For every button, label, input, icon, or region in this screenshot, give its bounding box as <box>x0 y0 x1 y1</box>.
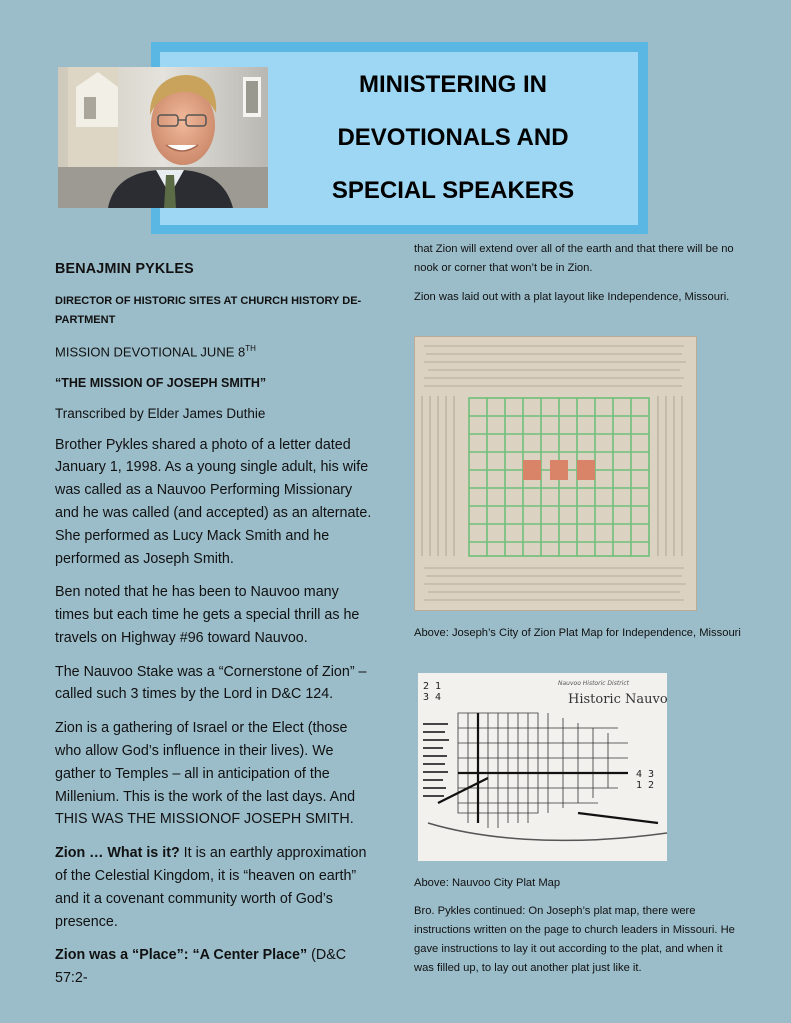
devotional-text: MISSION DEVOTIONAL JUNE 8 <box>55 344 246 360</box>
paragraph: The Nauvoo Stake was a “Cornerstone of Zion” – called such 3 times by the Lord in D&C 124. <box>55 663 367 703</box>
date-suffix: TH <box>245 343 256 353</box>
lead-in: Zion … What is it? <box>55 845 180 862</box>
paragraph <box>55 842 375 933</box>
map-title: Historic Nauvoo <box>568 692 667 707</box>
devotional-date <box>55 338 375 364</box>
page-title <box>268 58 638 217</box>
paragraph: Zion was laid out with a plat layout like Independence, Missouri. <box>414 291 730 303</box>
paragraph: Brother Pykles shared a photo of a letter dated January 1, 1998. As a young single adult, his wife was called as a Nauvoo Performing Missionary and he was called (and accepted) as an alternate. She performed as Lucy Mack Smith and he performed as Joseph Smith. <box>55 436 372 567</box>
title-line-3: SPECIAL SPEAKERS <box>331 177 575 204</box>
paragraph <box>55 944 375 990</box>
lead-in: Zion was a “Place”: “A Center Place” <box>55 947 308 964</box>
title-line-2: DEVOTIONALS AND <box>337 124 569 151</box>
map-handwritten-note: Nauvoo Historic District <box>558 680 629 687</box>
left-column <box>55 258 375 1001</box>
paragraph: Ben noted that he has been to Nauvoo many times but each time he gets a special thrill as he travels on Highway #96 toward Nauvoo. <box>55 584 360 646</box>
closing-paragraph: Bro. Pykles continued: On Joseph’s plat map, there were instructions written on the page to church leaders in Missouri. He gave instructions to lay it out according to the plat, and when it was filled up, to lay out another plat just like it. <box>414 905 735 974</box>
speaker-name: BENAJMIN PYKLES <box>55 261 194 277</box>
nauvoo-map-caption: Above: Nauvoo City Plat Map <box>414 877 561 889</box>
map-corner-top-left: 2 1 <box>423 681 442 692</box>
paragraph-text: It is an earthly approximation of the Celestial Kingdom, it is “heaven on earth” and it a covenant community worth of God’s presence. <box>55 845 367 930</box>
map-corner-top-right: 4 3 <box>636 769 655 780</box>
speaker-role: DIRECTOR OF HISTORIC SITES AT CHURCH HISTORY DE-PARTMENT <box>55 294 362 326</box>
speaker-portrait <box>58 67 268 208</box>
talk-title: “THE MISSION OF JOSEPH SMITH” <box>55 375 267 390</box>
map-corner-bottom-right: 1 2 <box>636 780 655 791</box>
zion-plat-map-image <box>414 336 697 611</box>
paragraph-text: (D&C 57:2- <box>55 947 347 987</box>
nauvoo-plat-map-image <box>418 673 667 861</box>
zion-map-caption: Above: Joseph’s City of Zion Plat Map for Independence, Missouri <box>414 627 741 639</box>
paragraph: that Zion will extend over all of the earth and that there will be no nook or corner that won’t be in Zion. <box>414 243 734 274</box>
map-corner-bottom-left: 3 4 <box>423 692 442 703</box>
paragraph: Zion is a gathering of Israel or the Elect (those who allow God’s influence in their lives). We gather to Temples – all in anticipation of the Millenium. This is the work of the last days. And THIS WAS THE MISSIONOF JOSEPH SMITH. <box>55 720 356 828</box>
transcriber-credit: Transcribed by Elder James Duthie <box>55 405 266 421</box>
title-line-1: MINISTERING IN <box>358 71 547 98</box>
right-column <box>414 240 744 317</box>
